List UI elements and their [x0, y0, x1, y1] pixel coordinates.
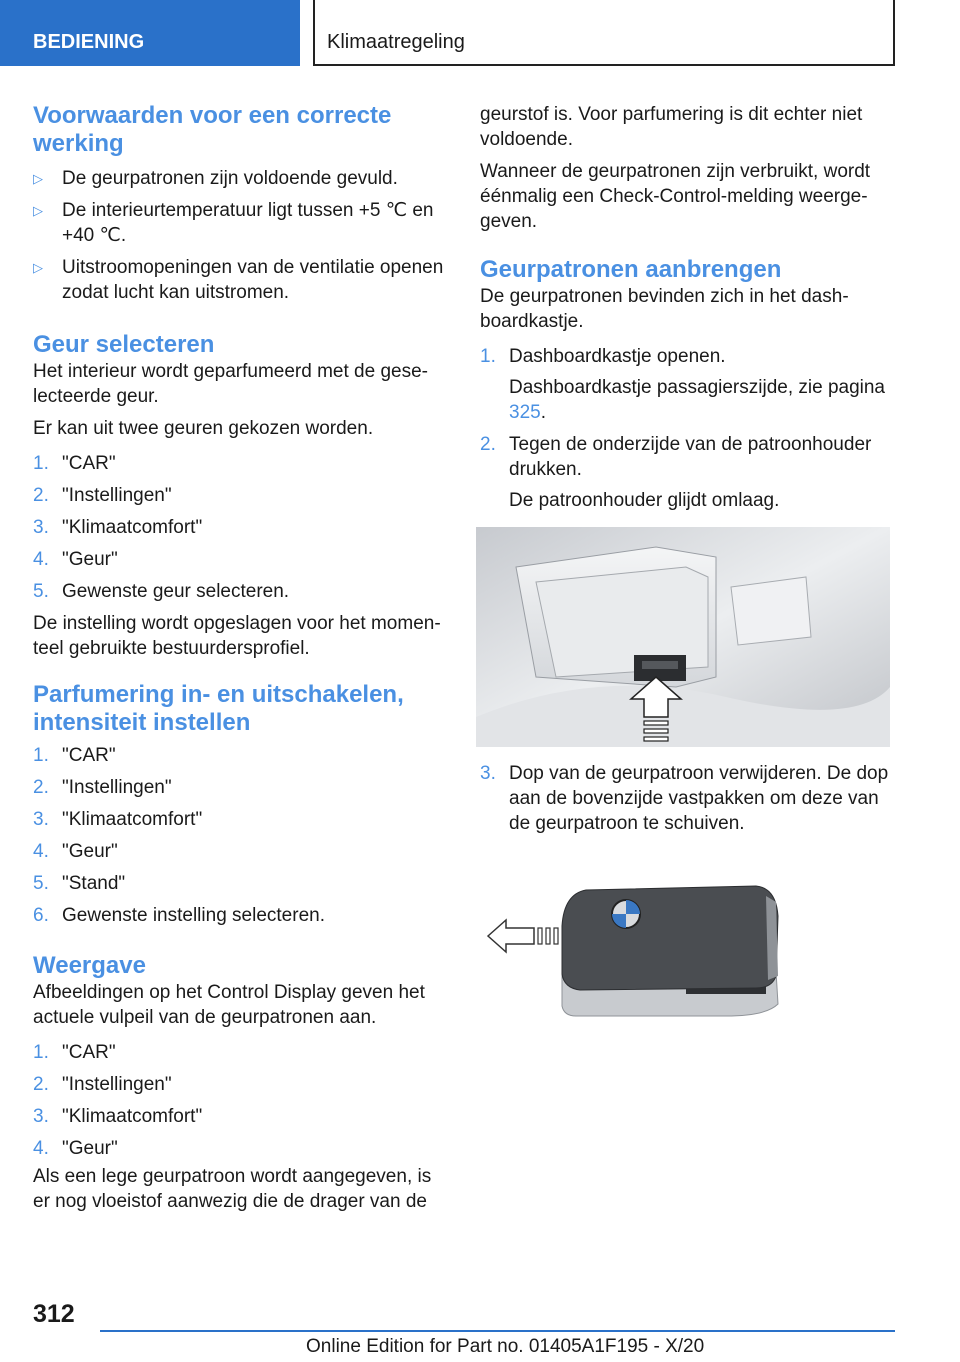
header-chapter-title: Klimaatregeling	[313, 0, 895, 66]
triangle-right-outline-icon: ▷	[33, 171, 43, 186]
right-column	[480, 102, 895, 1040]
step-text: "Klimaatcomfort"	[62, 809, 203, 830]
step-text: "CAR"	[62, 1042, 116, 1063]
list-item	[33, 1040, 448, 1065]
step-number: 2.	[33, 485, 49, 506]
step-text: "CAR"	[62, 453, 116, 474]
step-text: "Instellingen"	[62, 777, 172, 798]
heading-voorwaarden: Voorwaarden voor een correcte werking	[33, 102, 392, 157]
step-text: "Geur"	[62, 1138, 118, 1159]
step-text: Gewenste geur selecteren.	[62, 581, 290, 602]
list-item	[33, 807, 448, 832]
steps-list	[33, 1040, 448, 1161]
footer-divider	[100, 1330, 895, 1332]
step-text: "Instellingen"	[62, 485, 172, 506]
paragraph: Het interieur wordt geparfumeerd met de geselecteerde geur.	[33, 361, 428, 407]
step-text: "Klimaatcomfort"	[62, 1106, 203, 1127]
list-item	[33, 166, 448, 191]
step-number: 4.	[33, 1138, 49, 1159]
list-item	[33, 255, 448, 305]
list-item-text: De interieurtemperatuur ligt tussen +5 ℃ en +40 ℃.	[62, 200, 434, 246]
step-text: "Geur"	[62, 549, 118, 570]
step-number: 2.	[480, 434, 496, 455]
steps-list	[480, 344, 895, 513]
step-text: Gewenste instelling selecteren.	[62, 905, 325, 926]
step-number: 2.	[33, 777, 49, 798]
heading-geurpatronen-aanbrengen: Geurpatronen aanbrengen	[480, 256, 782, 283]
page-number: 312	[33, 1300, 75, 1328]
step-number: 4.	[33, 841, 49, 862]
list-item	[33, 743, 448, 768]
paragraph: Er kan uit twee geuren gekozen worden.	[33, 418, 374, 439]
list-item	[33, 775, 448, 800]
paragraph: De geurpatronen bevinden zich in het dashboardkastje.	[480, 286, 849, 332]
list-item	[33, 451, 448, 476]
paragraph: Als een lege geurpatroon wordt aangegeven, is er nog vloeistof aanwezig die de drager van de	[33, 1166, 432, 1212]
list-item-text: De geurpatronen zijn voldoende gevuld.	[62, 168, 398, 189]
step-text: Dashboardkastje openen.	[509, 346, 726, 367]
paragraph: geurstof is. Voor parfumering is dit echter niet voldoende.	[480, 104, 863, 150]
list-item	[33, 515, 448, 540]
step-number: 5.	[33, 873, 49, 894]
step-number: 2.	[33, 1074, 49, 1095]
list-item	[480, 761, 895, 836]
step-number: 3.	[33, 809, 49, 830]
footer-edition-text: Online Edition for Part no. 01405A1F195 - X/20	[306, 1336, 705, 1357]
list-item-text: Uitstroomopeningen van de ventilatie openen zodat lucht kan uitstromen.	[62, 257, 444, 303]
heading-geur-selecteren: Geur selecteren	[33, 331, 215, 358]
step-number: 3.	[480, 763, 496, 784]
step-text: "Geur"	[62, 841, 118, 862]
triangle-right-outline-icon: ▷	[33, 203, 43, 218]
step-text: "Stand"	[62, 873, 126, 894]
paragraph: Wanneer de geurpatronen zijn verbruikt, wordt éénmalig een Check-Control-melding weergegeven.	[480, 161, 871, 232]
heading-weergave: Weergave	[33, 952, 146, 979]
heading-parfumering: Parfumering in- en uitschakelen, intensiteit instellen	[33, 681, 404, 736]
step-subtext: Dashboardkastje passagierszijde, zie pagina 325.	[509, 377, 886, 423]
step-number: 1.	[33, 745, 49, 766]
page-link-325[interactable]: 325	[509, 402, 541, 423]
steps-list	[33, 743, 448, 928]
figure-cartridge-cap-removal	[476, 876, 890, 1026]
step-text: Dop van de geurpatroon verwijderen. De dop aan de bovenzijde vastpakken om deze van de geurpatroon te schuiven.	[509, 763, 889, 834]
list-item	[33, 839, 448, 864]
list-item	[33, 1072, 448, 1097]
paragraph: De instelling wordt opgeslagen voor het momenteel gebruikte bestuurdersprofiel.	[33, 613, 441, 659]
paragraph: Afbeeldingen op het Control Display geven het actuele vulpeil van de geurpatronen aan.	[33, 982, 425, 1028]
step-number: 5.	[33, 581, 49, 602]
header-section-tab: BEDIENING	[0, 0, 300, 66]
step-text: "Instellingen"	[62, 1074, 172, 1095]
step-subtext: De patroonhouder glijdt omlaag.	[509, 490, 780, 511]
list-item	[33, 903, 448, 928]
list-item	[33, 1104, 448, 1129]
list-item	[480, 432, 895, 513]
list-item	[33, 871, 448, 896]
figure-cartridge-holder	[476, 527, 890, 747]
step-number: 6.	[33, 905, 49, 926]
list-item	[33, 547, 448, 572]
steps-list	[480, 761, 895, 836]
list-item	[33, 483, 448, 508]
list-item	[33, 579, 448, 604]
steps-list	[33, 451, 448, 604]
step-number: 1.	[33, 1042, 49, 1063]
triangle-right-outline-icon: ▷	[33, 260, 43, 275]
step-number: 3.	[33, 517, 49, 538]
list-item	[480, 344, 895, 425]
step-number: 3.	[33, 1106, 49, 1127]
step-number: 1.	[480, 346, 496, 367]
step-text: "CAR"	[62, 745, 116, 766]
conditions-list	[33, 166, 448, 305]
step-number: 4.	[33, 549, 49, 570]
list-item	[33, 1136, 448, 1161]
step-text: "Klimaatcomfort"	[62, 517, 203, 538]
left-column	[33, 102, 448, 1221]
step-number: 1.	[33, 453, 49, 474]
step-text: Tegen de onderzijde van de patroonhouder drukken.	[509, 434, 872, 480]
list-item	[33, 198, 448, 248]
